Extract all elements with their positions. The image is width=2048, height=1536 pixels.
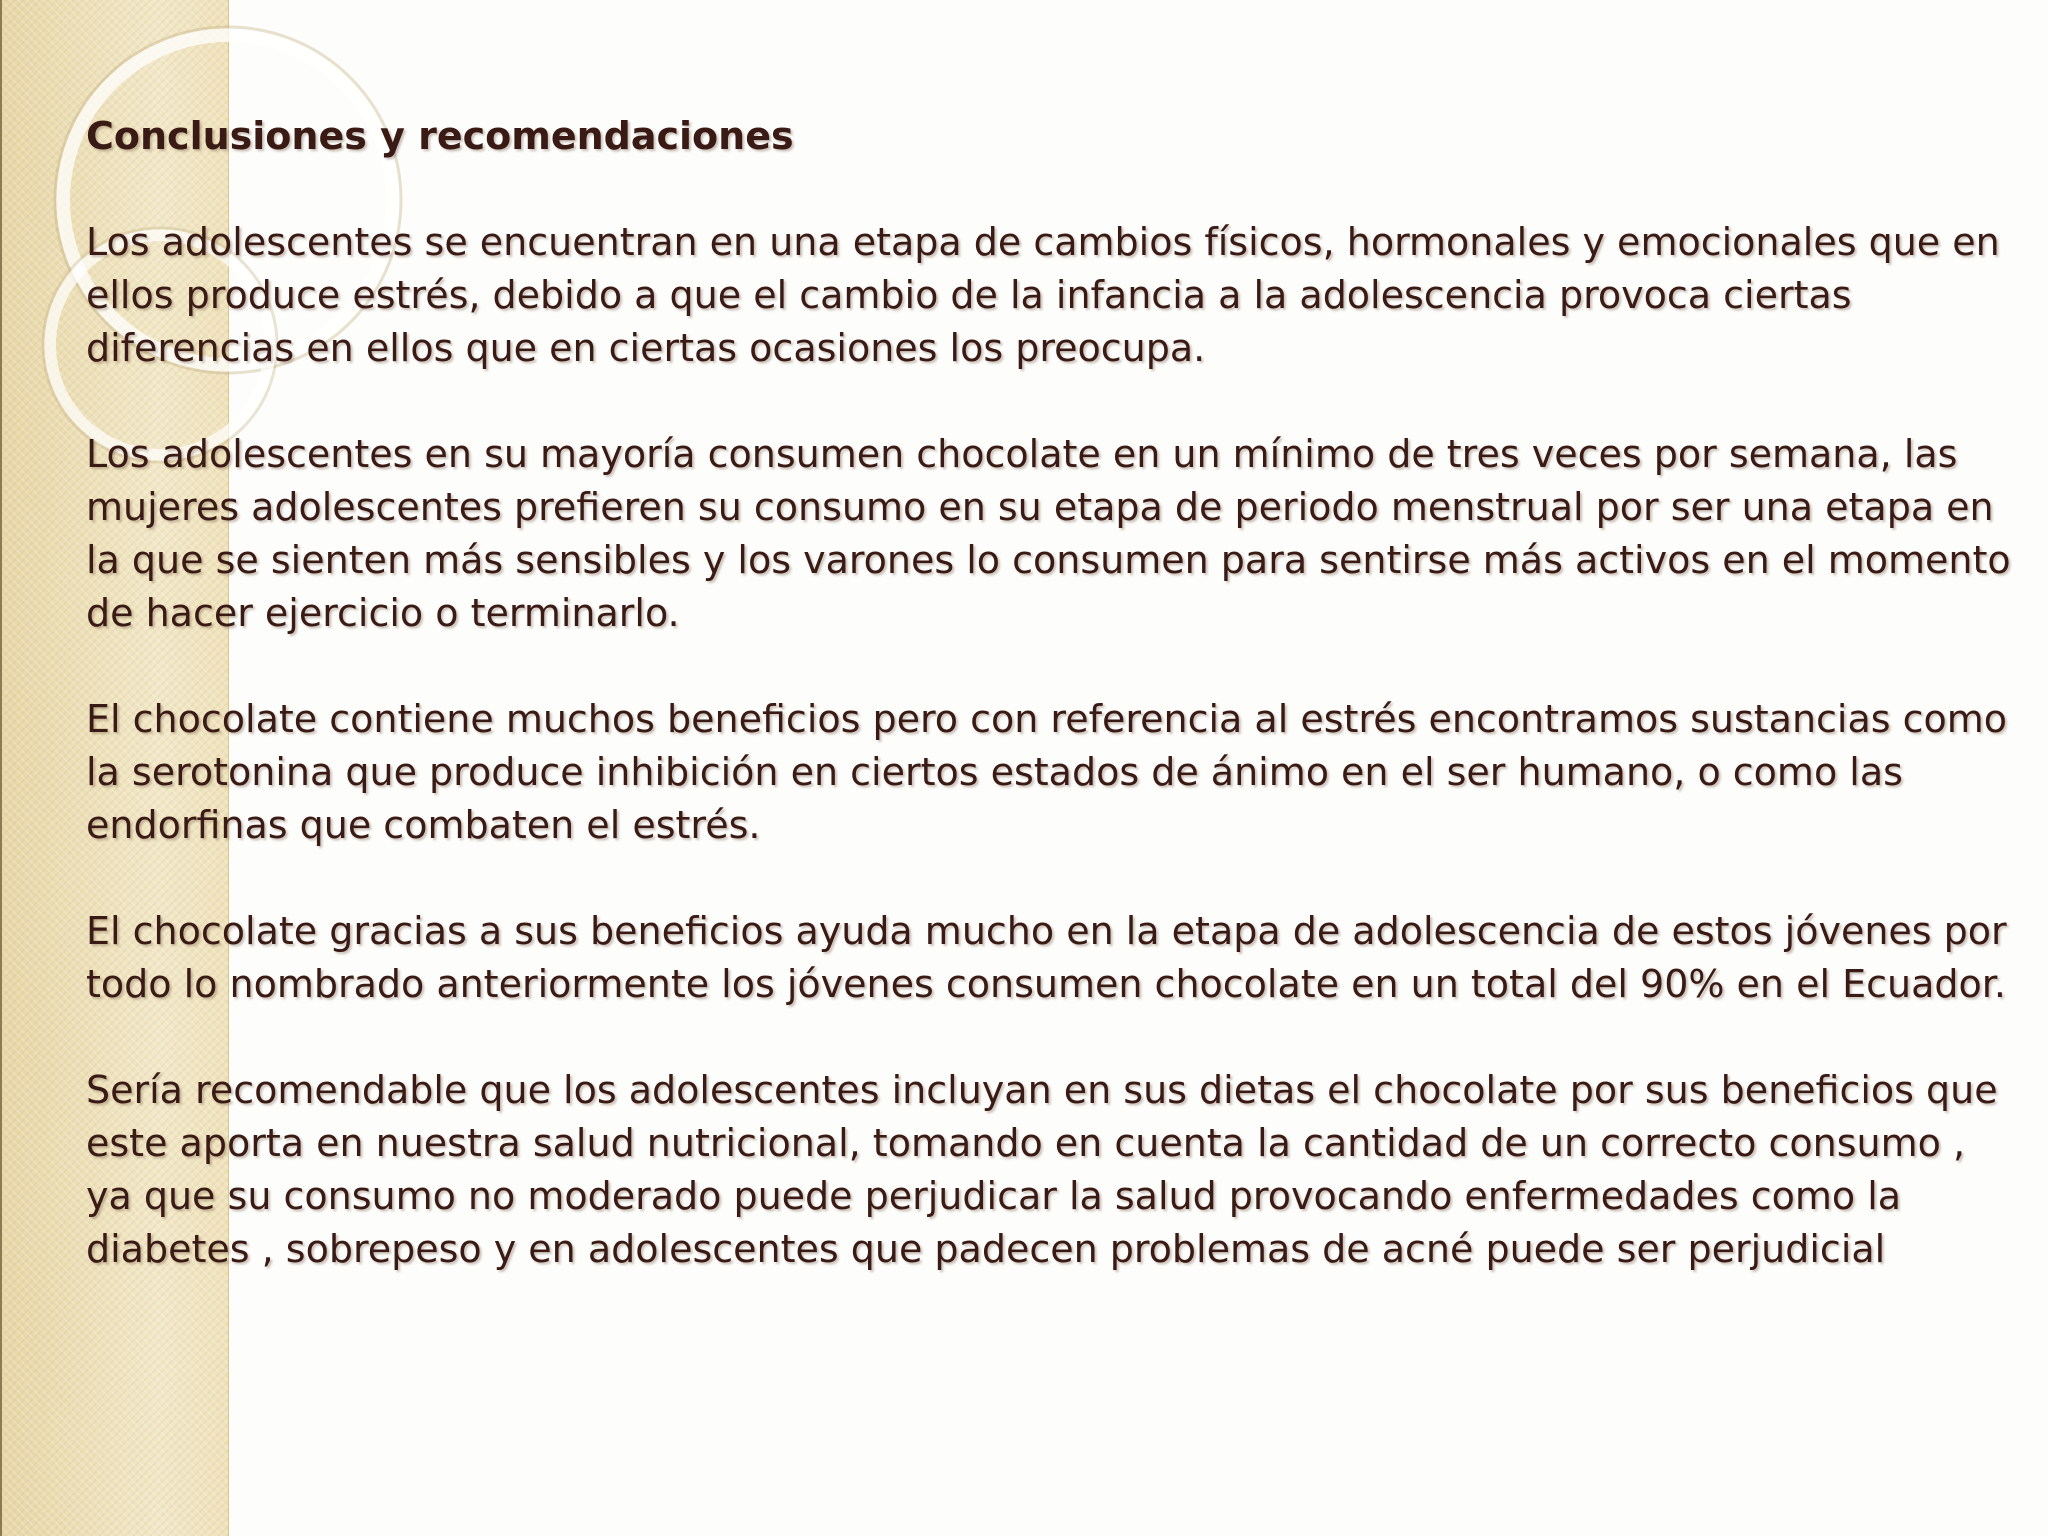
slide-content <box>86 110 2016 1329</box>
slide-title: Conclusiones y recomendaciones <box>86 114 794 158</box>
paragraph-5: Sería recomendable que los adolescentes incluyan en sus dietas el chocolate por sus beneficios que este aporta en nuestra salud nutricional, tomando en cuenta la cantidad de un correcto consumo , ya que su consumo no moderado puede perjudicar la salud provocando enfermedades como la diabetes , sobrepeso y en adolescentes que padecen problemas de acné puede ser perjudicial <box>86 1068 1998 1271</box>
paragraph-4: El chocolate gracias a sus beneficios ayuda mucho en la etapa de adolescencia de estos jóvenes por todo lo nombrado anteriormente los jóvenes consumen chocolate en un total del 90% en el Ecuador. <box>86 909 2007 1006</box>
slide-left-edge <box>0 0 2 1536</box>
paragraph-1: Los adolescentes se encuentran en una etapa de cambios físicos, hormonales y emocionales que en ellos produce estrés, debido a que el cambio de la infancia a la adolescencia provoca ciertas diferencias en ellos que en ciertas ocasiones los preocupa. <box>86 220 2000 370</box>
paragraph-3: El chocolate contiene muchos beneficios pero con referencia al estrés encontramos sustancias como la serotonina que produce inhibición en ciertos estados de ánimo en el ser humano, o como las endorfinas que combaten el estrés. <box>86 697 2008 847</box>
paragraph-2: Los adolescentes en su mayoría consumen chocolate en un mínimo de tres veces por semana, las mujeres adolescentes prefieren su consumo en su etapa de periodo menstrual por ser una etapa en la que se sienten más sensibles y los varones lo consumen para sentirse más activos en el momento de hacer ejercicio o terminarlo. <box>86 432 2011 635</box>
